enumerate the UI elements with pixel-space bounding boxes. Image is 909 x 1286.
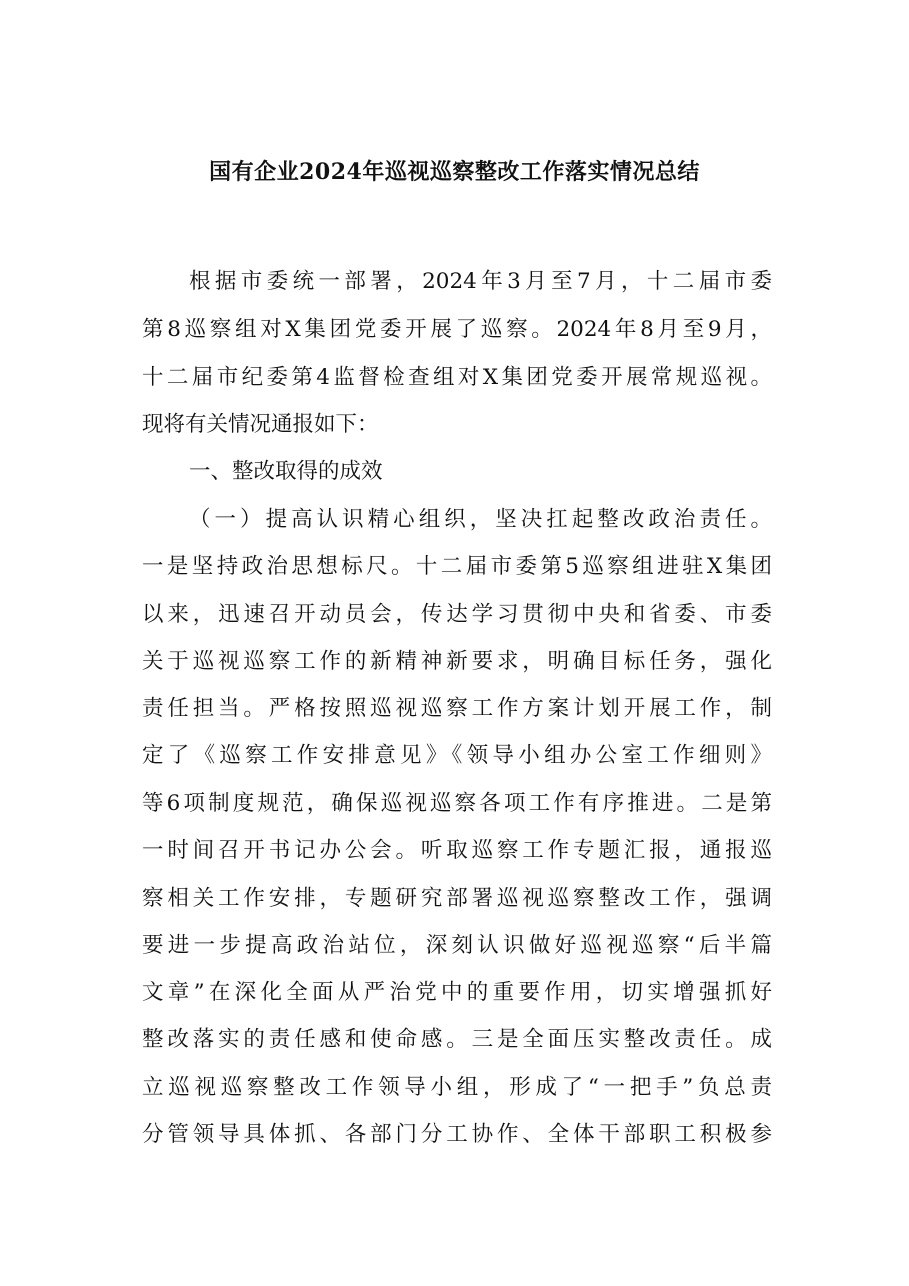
paragraph-line: 等6项制度规范，确保巡视巡察各项工作有序推进。二是第	[142, 791, 772, 816]
paragraph-line: 要进一步提高政治站位，深刻认识做好巡视巡察“后半篇	[142, 933, 772, 958]
paragraph-line: 定了《巡察工作安排意见》《领导小组办公室工作细则》	[142, 743, 772, 768]
paragraph-line: 以来，迅速召开动员会，传达学习贯彻中央和省委、市委	[142, 602, 772, 627]
subsection-heading: （一）提高认识精心组织，坚决扛起整改政治责任。	[189, 507, 772, 532]
paragraph-line: 一时间召开书记办公会。听取巡察工作专题汇报，通报巡	[142, 838, 772, 863]
paragraph-line: 根据市委统一部署，2024年3月至7月，十二届市委	[189, 269, 772, 294]
paragraph-line: 现将有关情况通报如下：	[142, 412, 379, 437]
section-heading: 一、整改取得的成效	[189, 459, 383, 484]
paragraph-line: 第8巡察组对X集团党委开展了巡察。2024年8月至9月，	[142, 317, 772, 342]
paragraph-line: 一是坚持政治思想标尺。十二届市委第5巡察组进驻X集团	[142, 554, 772, 579]
paragraph-line: 文章”在深化全面从严治党中的重要作用，切实增强抓好	[142, 980, 772, 1005]
paragraph-line: 关于巡视巡察工作的新精神新要求，明确目标任务，强化	[142, 649, 772, 674]
paragraph-line: 整改落实的责任感和使命感。三是全面压实整改责任。成	[142, 1027, 772, 1052]
paragraph-line: 察相关工作安排，专题研究部署巡视巡察整改工作，强调	[142, 886, 772, 911]
document-title: 国有企业2024年巡视巡察整改工作落实情况总结	[209, 159, 700, 185]
paragraph-line: 责任担当。严格按照巡视巡察工作方案计划开展工作，制	[142, 696, 772, 721]
paragraph-line: 立巡视巡察整改工作领导小组，形成了“一把手”负总责	[142, 1075, 772, 1100]
paragraph-line: 分管领导具体抓、各部门分工协作、全体干部职工积极参	[142, 1122, 772, 1147]
paragraph-line: 十二届市纪委第4监督检查组对X集团党委开展常规巡视。	[142, 365, 772, 390]
